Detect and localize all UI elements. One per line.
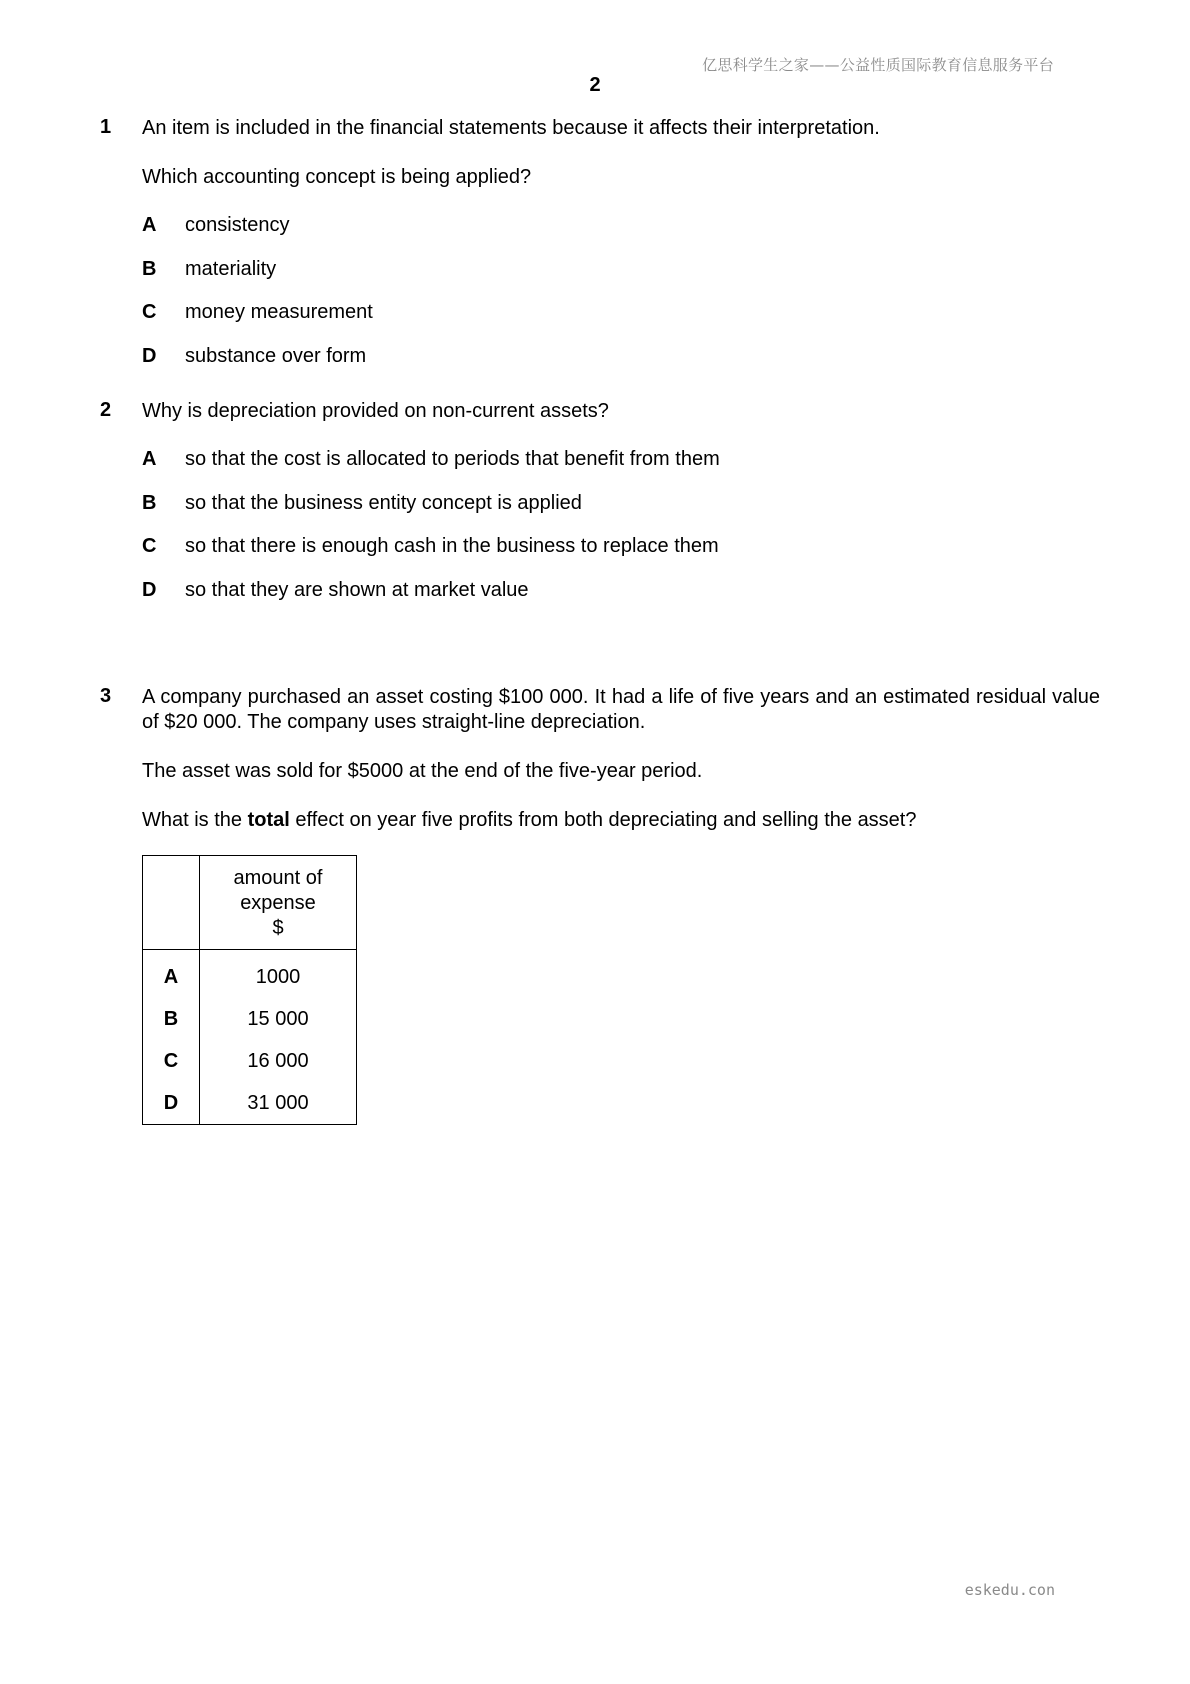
answer-table <box>142 855 357 1125</box>
option-letter: A <box>142 448 157 470</box>
option-letter: B <box>142 491 157 514</box>
question-stem: A company purchased an asset costing $100 000. It had a life of five years and an estimated residual value of $20 000. The company uses straight-line depreciation. <box>142 686 1100 733</box>
option-letter: A <box>142 214 157 236</box>
question-prompt-prefix: What is the <box>142 809 248 831</box>
option-letter: D <box>142 578 157 601</box>
header-line: amount of <box>233 867 323 889</box>
option-b[interactable] <box>142 258 1100 302</box>
row-letter: C <box>143 1040 200 1082</box>
option-text: so that the cost is allocated to periods that benefit from them <box>185 448 720 470</box>
answer-table-header <box>143 856 357 950</box>
option-letter: C <box>142 301 157 323</box>
question-prompt: Which accounting concept is being applied? <box>142 166 532 188</box>
row-value: 31 000 <box>200 1082 357 1125</box>
question-1 <box>100 116 1100 388</box>
question-stem: Why is depreciation provided on non-current assets? <box>142 400 609 422</box>
answer-row-b[interactable] <box>143 998 357 1040</box>
option-c[interactable] <box>142 301 1100 345</box>
question-number: 3 <box>100 685 112 707</box>
question-prompt-emphasis: total <box>247 809 290 831</box>
question-stem: An item is included in the financial statements because it affects their interpretation. <box>142 117 880 139</box>
option-text: consistency <box>185 214 290 236</box>
option-d[interactable] <box>142 579 1100 623</box>
row-value: 16 000 <box>200 1040 357 1082</box>
header-line: $ <box>272 917 284 939</box>
option-b[interactable] <box>142 492 1100 536</box>
option-text: so that they are shown at market value <box>185 578 529 601</box>
option-letter: C <box>142 535 157 557</box>
option-a[interactable] <box>142 448 1100 492</box>
question-number: 1 <box>100 116 112 138</box>
header-watermark: 亿思科学生之家——公益性质国际教育信息服务平台 <box>702 56 1054 74</box>
option-letter: D <box>142 344 157 367</box>
option-a[interactable] <box>142 214 1100 258</box>
question-number: 2 <box>100 399 112 421</box>
option-letter: B <box>142 257 157 280</box>
question-prompt-suffix: effect on year five profits from both depreciating and selling the asset? <box>289 809 917 831</box>
answer-row-a[interactable] <box>143 950 357 999</box>
question-prompt <box>142 808 1100 833</box>
option-d[interactable] <box>142 345 1100 389</box>
row-letter: A <box>143 950 200 999</box>
answer-row-d[interactable] <box>143 1082 357 1125</box>
option-text: materiality <box>185 257 277 280</box>
answer-table-corner <box>143 856 200 950</box>
option-text: so that there is enough cash in the business to replace them <box>185 535 719 557</box>
option-text: money measurement <box>185 301 373 323</box>
answer-row-c[interactable] <box>143 1040 357 1082</box>
page-number: 2 <box>589 74 601 96</box>
row-letter: D <box>143 1082 200 1125</box>
question-3 <box>100 685 1100 1125</box>
row-letter: B <box>143 998 200 1040</box>
question-2 <box>100 399 1100 622</box>
question-detail: The asset was sold for $5000 at the end of the five-year period. <box>142 760 703 782</box>
option-c[interactable] <box>142 535 1100 579</box>
row-value: 1000 <box>200 950 357 999</box>
option-text: so that the business entity concept is applied <box>185 491 582 514</box>
answer-table-header-label <box>200 856 357 950</box>
row-value: 15 000 <box>200 998 357 1040</box>
option-text: substance over form <box>185 344 367 367</box>
header-line: expense <box>240 892 316 914</box>
footer-watermark: eskedu.con <box>964 1581 1055 1599</box>
